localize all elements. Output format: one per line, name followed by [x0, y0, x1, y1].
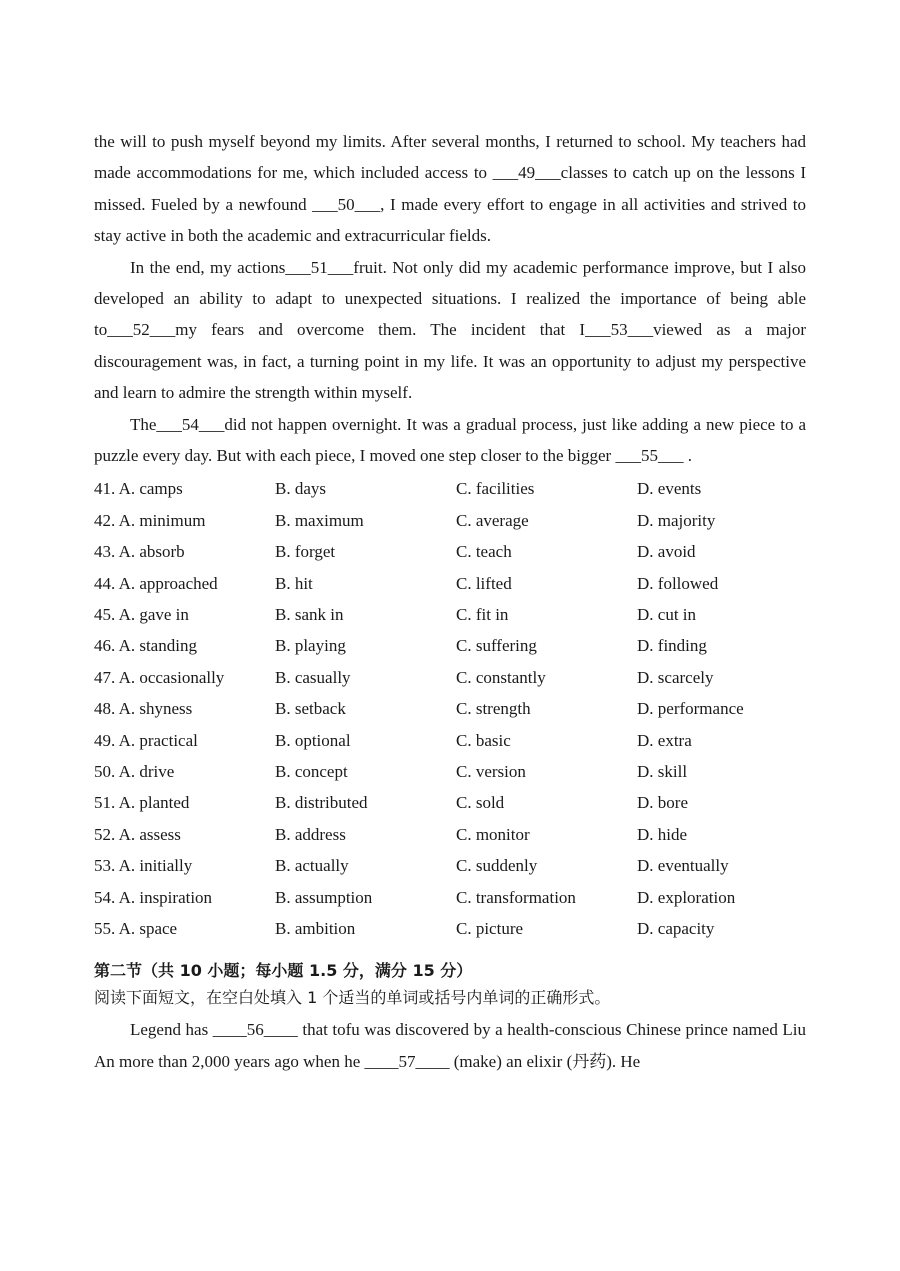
option-c: C. version	[456, 761, 526, 781]
option-a-text: A. practical	[118, 730, 198, 750]
passage-paragraph-3: The___54___did not happen overnight. It was a gradual process, just like adding a new piece to a puzzle every day. But with each piece, I moved one step closer to the bigger ___55___ .	[94, 414, 806, 466]
question-number: 42.	[94, 510, 116, 530]
option-b: B. assumption	[275, 887, 373, 907]
option-a-text: A. assess	[118, 824, 181, 844]
option-a	[94, 882, 275, 913]
option-a-text: A. planted	[118, 793, 190, 813]
option-b: B. forget	[275, 542, 336, 562]
option-b: B. address	[275, 824, 346, 844]
section-2-paragraph: Legend has ____56____ that tofu was discovered by a health-conscious Chinese prince named Liu An more than 2,000 years ago when he ____57____ (make) an elixir (丹药). He	[94, 1020, 806, 1071]
question-number: 45.	[94, 605, 116, 625]
question-number: 51.	[94, 793, 116, 813]
option-a-text: A. drive	[118, 761, 175, 781]
passage-paragraph-2: In the end, my actions___51___fruit. Not only did my academic performance improve, but I also developed an ability to adapt to unexpected situations. I realized the importance of being able to___52___my fears and overcome them. The incident that I___53___viewed as a major discouragement was, in fact, a turning point in my life. It was an opportunity to adjust my perspective and learn to admire the strength within myself.	[94, 257, 806, 403]
option-a	[94, 819, 275, 850]
option-row	[94, 693, 806, 724]
passage-paragraph-1: the will to push myself beyond my limits. After several months, I returned to school. My teachers had made accommodations for me, which included access to ___49___classes to catch up on the lessons I missed. Fueled by a newfound ___50___, I made every effort to engage in all activities and strived to stay active in both the academic and extracurricular fields.	[94, 132, 806, 246]
option-c: C. suddenly	[456, 856, 538, 876]
option-b: B. optional	[275, 730, 351, 750]
option-a-text: A. initially	[118, 856, 193, 876]
option-row	[94, 662, 806, 693]
option-a	[94, 787, 275, 818]
question-number: 46.	[94, 636, 116, 656]
option-c: C. teach	[456, 542, 512, 562]
option-c: C. lifted	[456, 573, 512, 593]
option-d: D. extra	[637, 730, 692, 750]
option-row	[94, 599, 806, 630]
option-b: B. actually	[275, 856, 349, 876]
option-c: C. facilities	[456, 479, 535, 499]
option-b: B. maximum	[275, 510, 364, 530]
option-a	[94, 473, 275, 504]
section-2-instruction: 阅读下面短文，在空白处填入 1 个适当的单词或括号内单词的正确形式。	[94, 988, 611, 1008]
question-number: 41.	[94, 479, 116, 499]
option-a-text: A. space	[118, 918, 178, 938]
option-d: D. hide	[637, 824, 688, 844]
option-d: D. eventually	[637, 856, 729, 876]
option-a	[94, 693, 275, 724]
option-row	[94, 882, 806, 913]
option-a	[94, 725, 275, 756]
option-d: D. avoid	[637, 542, 696, 562]
option-a-text: A. minimum	[118, 510, 206, 530]
option-d: D. capacity	[637, 918, 715, 938]
option-a-text: A. approached	[118, 573, 218, 593]
option-row	[94, 756, 806, 787]
option-a	[94, 536, 275, 567]
option-d: D. exploration	[637, 887, 736, 907]
option-a	[94, 630, 275, 661]
question-number: 54.	[94, 887, 116, 907]
option-d: D. followed	[637, 573, 719, 593]
option-a-text: A. absorb	[118, 542, 185, 562]
option-a	[94, 599, 275, 630]
option-d: D. finding	[637, 636, 707, 656]
section-2-title: 第二节（共 10 小题；每小题 1.5 分，满分 15 分）	[94, 961, 473, 981]
option-c: C. sold	[456, 793, 505, 813]
option-b: B. sank in	[275, 605, 344, 625]
option-c: C. fit in	[456, 605, 509, 625]
option-a	[94, 850, 275, 881]
question-number: 43.	[94, 542, 116, 562]
option-d: D. performance	[637, 699, 744, 719]
option-b: B. days	[275, 479, 326, 499]
option-b: B. concept	[275, 761, 348, 781]
option-c: C. monitor	[456, 824, 530, 844]
option-b: B. casually	[275, 667, 351, 687]
option-row	[94, 505, 806, 536]
option-row	[94, 913, 806, 944]
option-d: D. cut in	[637, 605, 697, 625]
option-c: C. average	[456, 510, 529, 530]
option-a	[94, 505, 275, 536]
question-number: 53.	[94, 856, 116, 876]
option-d: D. bore	[637, 793, 688, 813]
option-row	[94, 819, 806, 850]
question-number: 49.	[94, 730, 116, 750]
option-c: C. suffering	[456, 636, 537, 656]
option-d: D. skill	[637, 761, 688, 781]
option-b: B. distributed	[275, 793, 368, 813]
option-row	[94, 630, 806, 661]
exam-page	[94, 126, 806, 1077]
option-a	[94, 568, 275, 599]
options-list	[94, 473, 806, 944]
option-a-text: A. camps	[118, 479, 183, 499]
question-number: 47.	[94, 667, 116, 687]
option-d: D. scarcely	[637, 667, 714, 687]
option-c: C. basic	[456, 730, 511, 750]
option-b: B. ambition	[275, 918, 356, 938]
option-d: D. events	[637, 479, 702, 499]
option-row	[94, 473, 806, 504]
option-a-text: A. standing	[118, 636, 197, 656]
option-a	[94, 756, 275, 787]
option-b: B. playing	[275, 636, 346, 656]
question-number: 55.	[94, 918, 116, 938]
option-c: C. constantly	[456, 667, 546, 687]
question-number: 48.	[94, 699, 116, 719]
option-b: B. hit	[275, 573, 313, 593]
question-number: 50.	[94, 761, 116, 781]
option-a-text: A. shyness	[118, 699, 193, 719]
option-a-text: A. gave in	[118, 605, 189, 625]
option-row	[94, 568, 806, 599]
option-a	[94, 662, 275, 693]
option-c: C. transformation	[456, 887, 576, 907]
option-a-text: A. occasionally	[118, 667, 225, 687]
option-row	[94, 787, 806, 818]
option-row	[94, 536, 806, 567]
question-number: 52.	[94, 824, 116, 844]
question-number: 44.	[94, 573, 116, 593]
option-a	[94, 913, 275, 944]
passage	[94, 126, 806, 471]
option-a-text: A. inspiration	[118, 887, 213, 907]
option-row	[94, 725, 806, 756]
option-d: D. majority	[637, 510, 716, 530]
option-c: C. strength	[456, 699, 531, 719]
option-b: B. setback	[275, 699, 346, 719]
option-row	[94, 850, 806, 881]
option-c: C. picture	[456, 918, 524, 938]
